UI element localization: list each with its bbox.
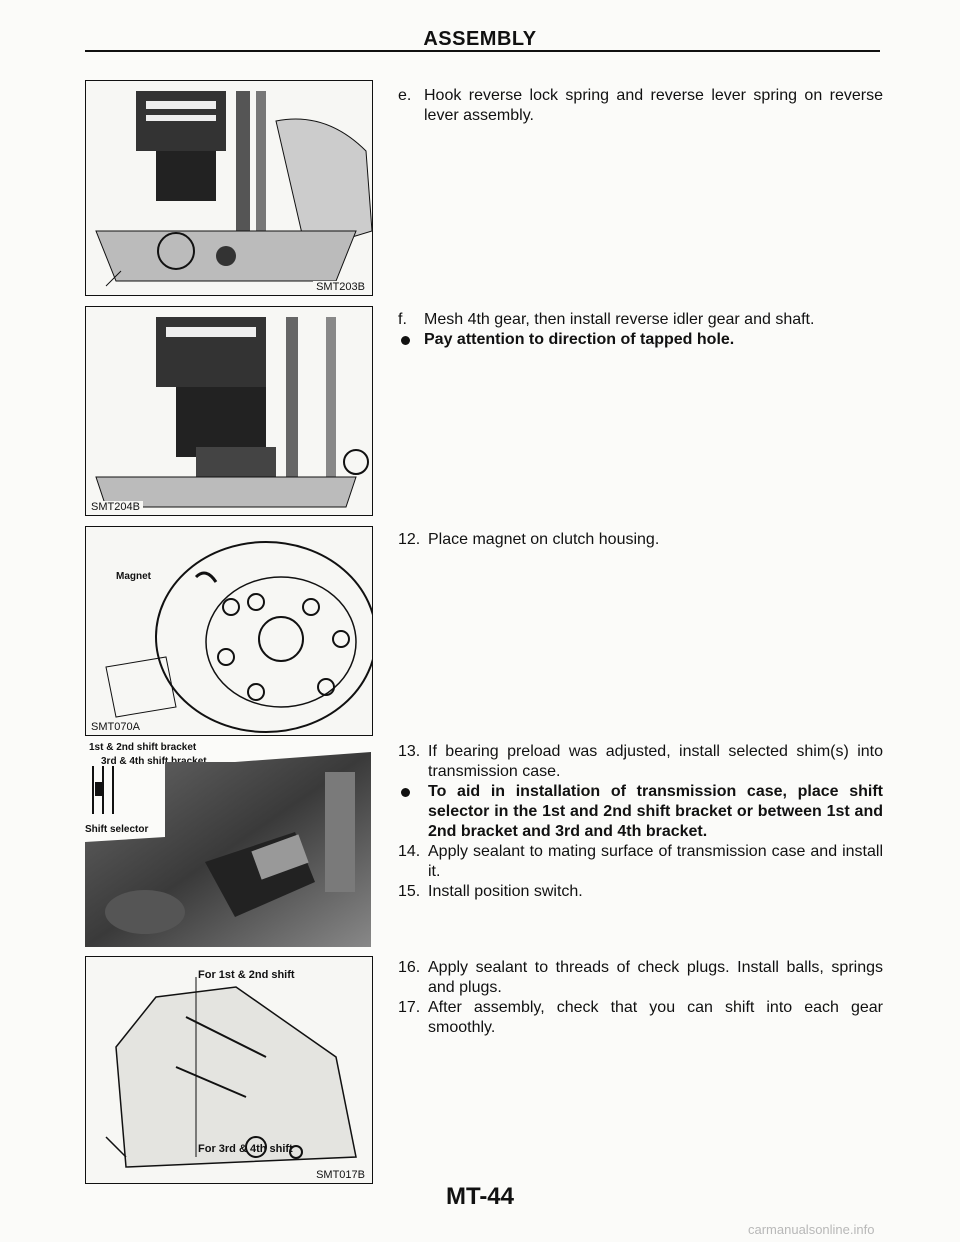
magnet-label: Magnet [116,571,151,582]
step-number: 13. [398,743,421,760]
step-12 [398,530,883,550]
reverse-idler-gear-illustration [86,307,372,515]
step-number: 16. [398,959,421,976]
step-f [398,310,883,350]
step-text: If bearing preload was adjusted, install selected shim(s) into transmission case. [428,743,883,780]
step-number: f. [398,311,407,328]
page-number: MT-44 [445,1183,514,1210]
figure-smt070a [85,526,373,736]
figure-code: SMT070A [88,721,143,733]
step-text: Apply sealant to mating surface of transmission case and install it. [428,843,883,880]
bullet-icon [398,782,428,842]
step-note: To aid in installation of transmission case, place shift selector in the 1st and 2nd shift bracket or between 1st and 2nd bracket and 3rd and 4th bracket. [428,783,883,840]
step-e [398,86,883,126]
figure-shift-selector [85,742,371,947]
step-text: Hook reverse lock spring and reverse lever spring on reverse lever assembly. [424,87,883,124]
for-34-shift-label: For 3rd & 4th shift [198,1143,293,1155]
step-text: After assembly, check that you can shift into each gear smoothly. [428,999,883,1036]
figure-code: SMT203B [313,281,368,293]
clutch-housing-illustration [86,527,372,735]
step-number: e. [398,87,412,104]
bracket-34-label: 3rd & 4th shift bracket [101,756,207,767]
step-16-17 [398,958,883,1038]
figure-code: SMT204B [88,501,143,513]
bullet-icon [398,330,424,350]
step-number: 12. [398,531,421,548]
for-12-shift-label: For 1st & 2nd shift [198,969,295,981]
header-rule [85,50,880,52]
step-note: Pay attention to direction of tapped hole. [424,331,735,348]
figure-smt203b [85,80,373,296]
figure-smt017b [85,956,373,1184]
step-text: Place magnet on clutch housing. [428,531,660,548]
gear-assembly-illustration [86,81,372,295]
watermark: carmanualsonline.info [748,1222,875,1237]
step-number: 14. [398,843,421,860]
step-number: 15. [398,883,421,900]
step-text: Apply sealant to threads of check plugs. Install balls, springs and plugs. [428,959,883,996]
figure-smt204b [85,306,373,516]
shift-selector-photo [85,742,371,947]
step-13-15 [398,742,883,902]
step-text: Mesh 4th gear, then install reverse idler gear and shaft. [424,311,815,328]
shift-selector-label: Shift selector [85,824,149,835]
step-number: 17. [398,999,421,1016]
section-title: ASSEMBLY [423,28,537,50]
bracket-12-label: 1st & 2nd shift bracket [89,742,197,753]
figure-code: SMT017B [313,1169,368,1181]
step-text: Install position switch. [428,883,583,900]
